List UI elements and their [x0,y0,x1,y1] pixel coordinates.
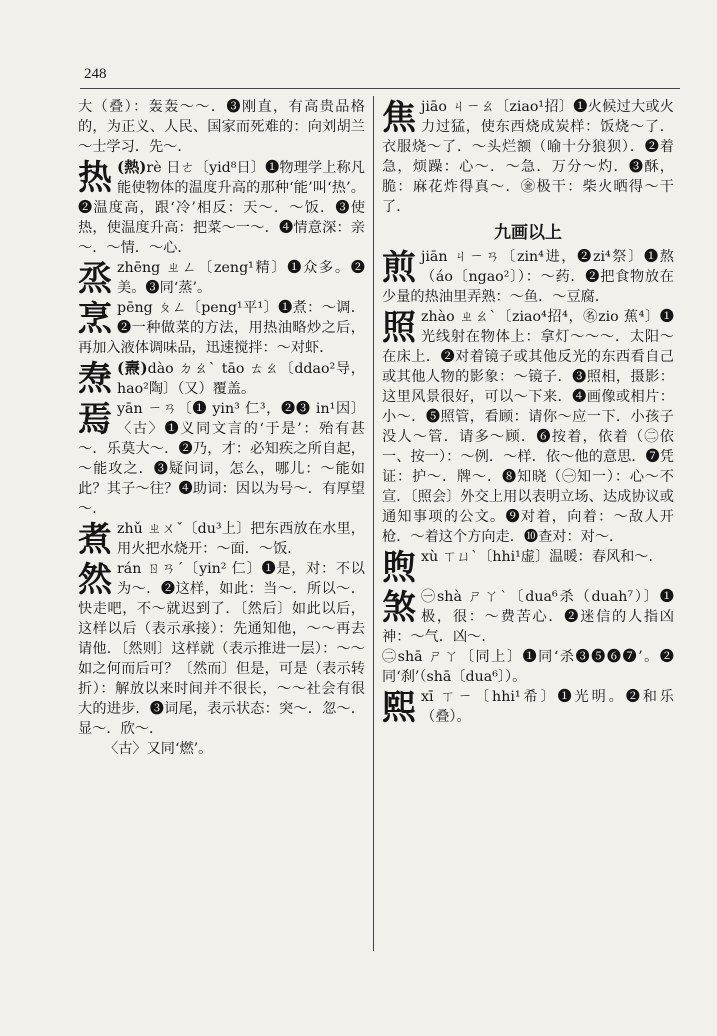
headword: 烹 [78,299,112,339]
headword: 照 [382,308,416,348]
definition-text: pēng ㄆㄥ〔peng¹平¹〕❶煮：～调．❷一种做菜的方法，用热油略炒之后，再加入液体调味品，迅速搅拌：～对虾． [78,300,365,356]
headword: 煎 [382,248,416,288]
dictionary-entry [382,307,674,547]
dictionary-entry [78,399,365,519]
header-rule [80,88,680,89]
dictionary-entry [382,687,674,727]
right-entries-bottom [382,247,674,727]
column-divider [373,96,374,951]
continued-entry-text: 大（叠）：轰轰～～．❸刚直，有高贵品格的，为正义、人民、国家而死难的：向刘胡兰～士学习．先～． [78,99,365,155]
dictionary-entry [382,647,674,687]
headword: 焘 [78,359,112,399]
definition-text: dào ㄉㄠˋ tāo ㄊㄠ〔ddao²导，hao²陶〕（又）覆盖。 [117,361,365,397]
headword: 焦 [382,98,416,138]
dictionary-entry [78,358,365,399]
dictionary-entry [382,587,674,647]
definition-text: rán ㄖㄢˊ〔yin² 仁〕❶是，对：不以为～．❷这样，如此：当～．所以～．快走吧，不～就迟到了．〔然后〕如此以后，这样以后（表示承接）：先通知他，～～再去请他．〔然则〕这样就（表示推进一层）：～～如之何而后可？〔然而〕但是，可是（表示转折）：解放以来时间并不很长，～～社会有很大的进步．❸词尾，表示状态：突～．忽～．显～．欣～． [78,561,365,737]
right-entries-top [382,97,674,217]
definition-text: zhào ㄓㄠˋ〔ziao⁴招⁴，㊔zio 蕉⁴〕❶光线射在物体上：拿灯～～～．太阳～在床上．❷对着镜子或其他反光的东西看自己或其他人物的影象：～镜子．❸照相，摄影：这里风景很好，可以～下来．❹画像或相片：小～．❺照管，看顾：请你～应一下．小孩子没人～管．请多～顾．❻按着，依着（㊁依一、按一）：～例．～样．依～他的意思．❼凭证：护～．牌～．❽知晓（㊀知一）：心～不宣．〔照会〕外交上用以表明立场、达成协议或通知事项的公文。❾对着，向着：～敌人开枪．～着这个方向走．❿查对：对～． [382,309,674,545]
definition-text: rè 日ㄜ〔yid⁸日〕❶物理学上称凡能使物体的温度升高的那种‘能’叫‘热’。❷温度高，跟‘冷’相反：天～．～饭．❸使热，使温度升高：把菜～一～．❹情意深：亲～．～情．～心． [78,160,365,256]
dictionary-entry [78,559,365,739]
dictionary-entry [78,519,365,559]
dictionary-entry [382,247,674,307]
headword: 热 [78,158,112,198]
definition-text: jiān ㄐㄧㄢ〔zin⁴进，❷zi⁴祭〕❶熬（áo〔ngao²〕）：～药．❷把食物放在少量的热油里弄熟：～鱼．～豆腐． [382,249,674,305]
headword: 然 [78,560,112,600]
headword: 煮 [78,520,112,560]
dictionary-entry [382,547,674,587]
section-heading: 九画以上 [494,223,562,243]
left-column [78,97,365,759]
definition-text: jiāo ㄐㄧㄠ〔ziao¹招〕❶火候过大或火力过猛，使东西烧成炭样：饭烧～了．衣服烧～了．～头烂额（喻十分狼狈）．❷着急，烦躁：心～．～急．万分～灼．❸酥，脆：麻花炸得真～．㊎极干：柴火晒得～干了． [382,99,674,215]
headword: 熙 [382,688,416,728]
page-number: 248 [84,66,107,82]
dictionary-entry [78,298,365,358]
definition-text: ㊁shā ㄕㄚ〔同上〕❶同‘杀❸❺❻❼’。❷同‘刹’（shā〔dua⁶〕）。 [382,649,674,685]
continued-note: 〈古〉又同‘燃’。 [104,741,213,757]
right-column [382,97,674,727]
headword: 煞 [382,588,416,628]
dictionary-entry [78,258,365,298]
definition-text: yān ㄧㄢ〔❶ yin³ 仁³，❷❸ in¹因〕〈古〉❶义同文言的‘于是’：殆有甚～．乐莫大～．❷乃，才：必知疾之所自起，～能攻之．❸疑问词，怎么，哪儿：～能如此？其子～往？❹助词：因以为号～．有厚望～． [78,401,365,517]
left-entries [78,157,365,739]
definition-text: zhǔ ㄓㄨˇ〔du³上〕把东西放在水里，用火把水烧开：～面．～饭． [117,521,365,557]
definition-text: ㊀shà ㄕㄚˋ〔dua⁶杀（duah⁷）〕❶极，很：～费苦心．❷迷信的人指凶神：～气．凶～． [382,589,674,645]
dictionary-entry [78,157,365,258]
definition-text: xù ㄒㄩˋ〔hhi¹虚〕温暖：春风和～． [421,549,663,565]
headword: 焉 [78,400,112,440]
definition-text: xī ㄒㄧ〔hhi¹希〕❶光明。❷和乐（叠）。 [421,689,674,725]
traditional-variant: (燾) [117,359,148,377]
headword: 煦 [382,548,416,588]
traditional-variant: (熱) [117,158,147,176]
dictionary-entry [382,97,674,217]
headword: 烝 [78,259,112,299]
definition-text: zhēng ㄓㄥ〔zeng¹精〕❶众多。❷美。❸同‘蒸’。 [117,260,365,296]
